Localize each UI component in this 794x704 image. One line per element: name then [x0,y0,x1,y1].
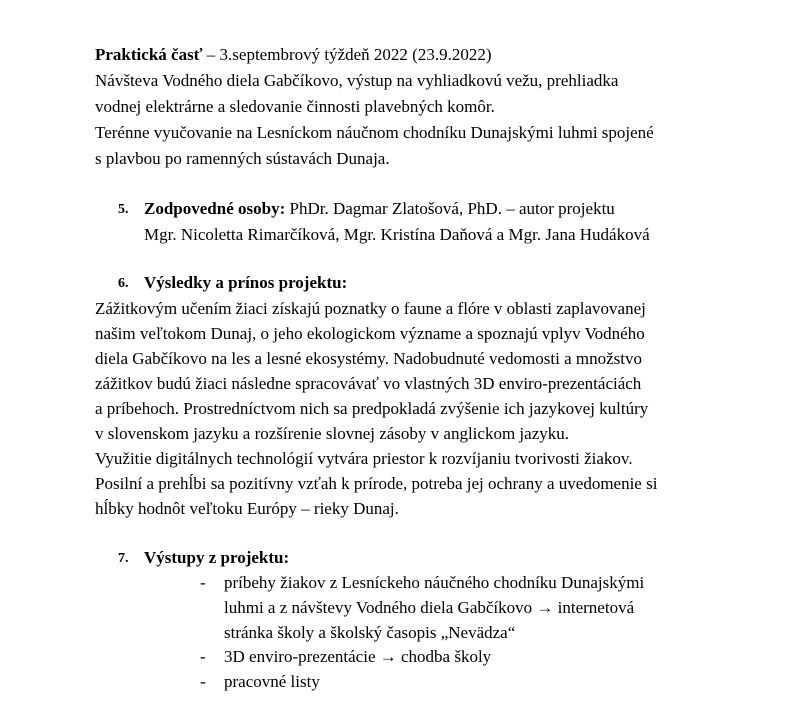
practical-heading-date: – 3.septembrový týždeň 2022 (23.9.2022) [202,45,492,64]
section6-line-6: v slovenskom jazyku a rozšírenie slovnej zásoby v anglickom jazyku. [95,424,569,443]
practical-heading-line [95,44,492,66]
list-bullet: - [200,647,206,666]
practical-line-4: s plavbou po ramenných sústavách Dunaja. [95,149,390,168]
section6-number: 6. [118,276,129,291]
practical-line-3: Terénne vyučovanie na Lesníckom náučnom chodníku Dunajskými luhmi spojené [95,123,654,142]
section6-line-2: našim veľtokom Dunaj, o jeho ekologickom význame a spoznajú vplyv Vodného [95,324,645,343]
section6-line-5: a príbehoch. Prostredníctvom nich sa predpokladá zvýšenie ich jazykovej kultúry [95,399,649,418]
list-item-2: 3D enviro-prezentácie → chodba školy [224,647,492,666]
practical-heading: Praktická časť [95,45,203,64]
section6-line-7: Využitie digitálnych technológií vytvára priestor k rozvíjaniu tvorivosti žiakov. [95,449,633,468]
practical-line-2: vodnej elektrárne a sledovanie činnosti plavebných komôr. [95,97,495,116]
section6-line-4: zážitkov budú žiaci následne spracovávať vo vlastných 3D enviro-prezentáciách [95,374,642,393]
section7-number: 7. [118,551,129,566]
section6-line-9: hĺbky hodnôt veľtoku Európy – rieky Dunaj. [95,499,399,518]
section6-title: Výsledky a prínos projektu: [144,273,348,292]
section6-line-3: diela Gabčíkovo na les a lesné ekosystémy. Nadobudnuté vedomosti a množstvo [95,349,643,368]
section6-line-8: Posilní a prehĺbi sa pozitívny vzťah k prírode, potreba jej ochrany a uvedomenie si [95,474,658,493]
list-bullet: - [200,672,206,691]
section5-number: 5. [118,202,129,217]
list-item-3: pracovné listy [224,672,320,691]
section5-author: PhDr. Dagmar Zlatošová, PhD. – autor projektu [285,199,615,218]
practical-line-1: Návšteva Vodného diela Gabčíkovo, výstup na vyhliadkovú vežu, prehliadka [95,71,619,90]
section6-line-1: Zážitkovým učením žiaci získajú poznatky o faune a flóre v oblasti zaplavovanej [95,299,646,318]
list-bullet: - [200,573,206,592]
list-item-1-line-3: stránka školy a školský časopis „Nevädza“ [224,623,516,642]
section7-title: Výstupy z projektu: [144,548,290,567]
list-item-1-line-1: príbehy žiakov z Lesníckeho náučného chodníku Dunajskými [224,573,645,592]
section5-title-line [144,198,615,220]
list-item-1-line-2: luhmi a z návštevy Vodného diela Gabčíkovo → internetová [224,598,635,617]
section5-title: Zodpovedné osoby: [144,199,286,218]
section5-line-2: Mgr. Nicoletta Rimarčíková, Mgr. Kristína Daňová a Mgr. Jana Hudáková [144,225,650,244]
